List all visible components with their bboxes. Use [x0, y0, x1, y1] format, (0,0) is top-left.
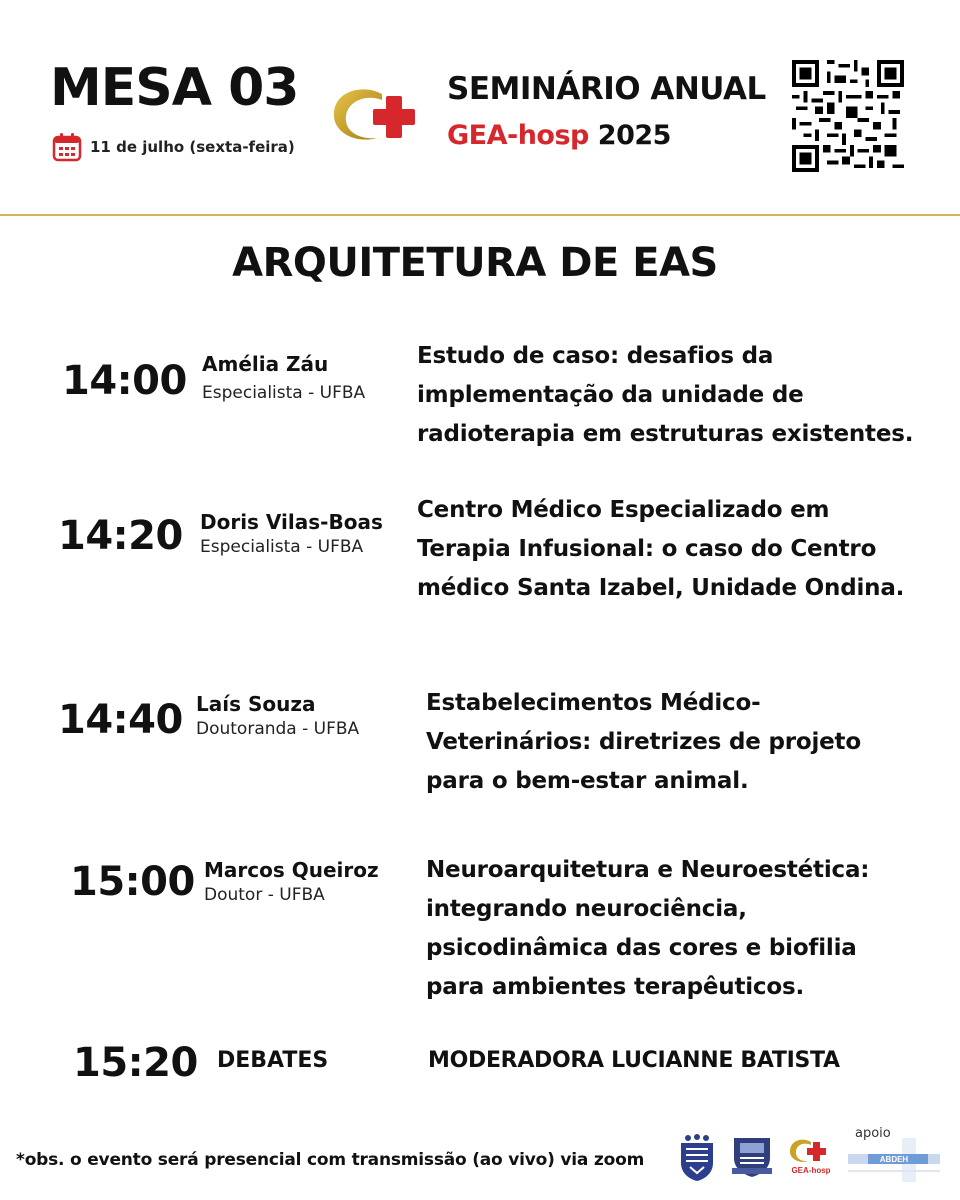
time-slot: 15:00: [70, 859, 195, 905]
talk-title: Estabelecimentos Médico-Veterinários: diretrizes de projeto para o bem-estar animal.: [426, 690, 861, 794]
speaker-name: Marcos Queiroz: [204, 858, 379, 882]
abdeh-label: ABDEH: [879, 1155, 909, 1164]
abdeh-logo-icon: [848, 1138, 940, 1182]
apoio-label: apoio: [855, 1126, 891, 1141]
speaker-role: Doutor - UFBA: [204, 885, 325, 905]
gea-hosp-logo-icon: [330, 82, 440, 144]
time-slot: 14:40: [58, 697, 183, 743]
time-slot: 14:20: [58, 513, 183, 559]
talk-title: Neuroarquitetura e Neuroestética: integrando neurociência, psicodinâmica das cores e biofilia para ambientes terapêuticos.: [426, 857, 870, 1000]
qr-code[interactable]: [792, 60, 904, 172]
debate-time: 15:20: [73, 1040, 198, 1086]
seminar-year: 2025: [597, 120, 671, 151]
seminar-title: SEMINÁRIO ANUAL: [447, 71, 766, 107]
speaker: [204, 858, 379, 908]
header-divider: [0, 214, 960, 216]
speaker-name: Laís Souza: [196, 692, 316, 716]
event-date: 11 de julho (sexta-feira): [90, 138, 295, 156]
speaker-role: Doutoranda - UFBA: [196, 719, 360, 739]
ufba-crest-icon: [678, 1133, 716, 1183]
section-title: ARQUITETURA DE EAS: [232, 240, 718, 286]
gea-hosp-logo-icon: [787, 1136, 835, 1176]
faculty-crest-icon: [730, 1134, 774, 1178]
speaker: [200, 510, 383, 560]
speaker: [202, 352, 365, 406]
time-slot: 14:00: [62, 358, 187, 404]
calendar-icon: [52, 132, 82, 162]
speaker-name: Amélia Záu: [202, 352, 329, 376]
seminar-subtitle: [447, 122, 671, 149]
gea-hosp-small-label: GEA-hosp: [791, 1166, 831, 1175]
speaker-role: Especialista - UFBA: [200, 537, 364, 557]
date-row: [52, 132, 295, 162]
brand-name: GEA-hosp: [447, 120, 589, 151]
talk-title: Centro Médico Especializado em Terapia Infusional: o caso do Centro médico Santa Izabel, Unidade Ondina.: [417, 497, 905, 601]
footer-note: *obs. o evento será presencial com transmissão (ao vivo) via zoom: [16, 1150, 645, 1170]
mesa-title: MESA 03: [50, 58, 299, 118]
speaker-role: Especialista - UFBA: [202, 383, 366, 403]
moderator: MODERADORA LUCIANNE BATISTA: [428, 1048, 840, 1073]
speaker-name: Doris Vilas-Boas: [200, 510, 383, 534]
debate-label: DEBATES: [217, 1048, 329, 1073]
talk-title: Estudo de caso: desafios da implementação da unidade de radioterapia em estruturas existentes.: [417, 343, 914, 447]
speaker: [196, 692, 359, 742]
